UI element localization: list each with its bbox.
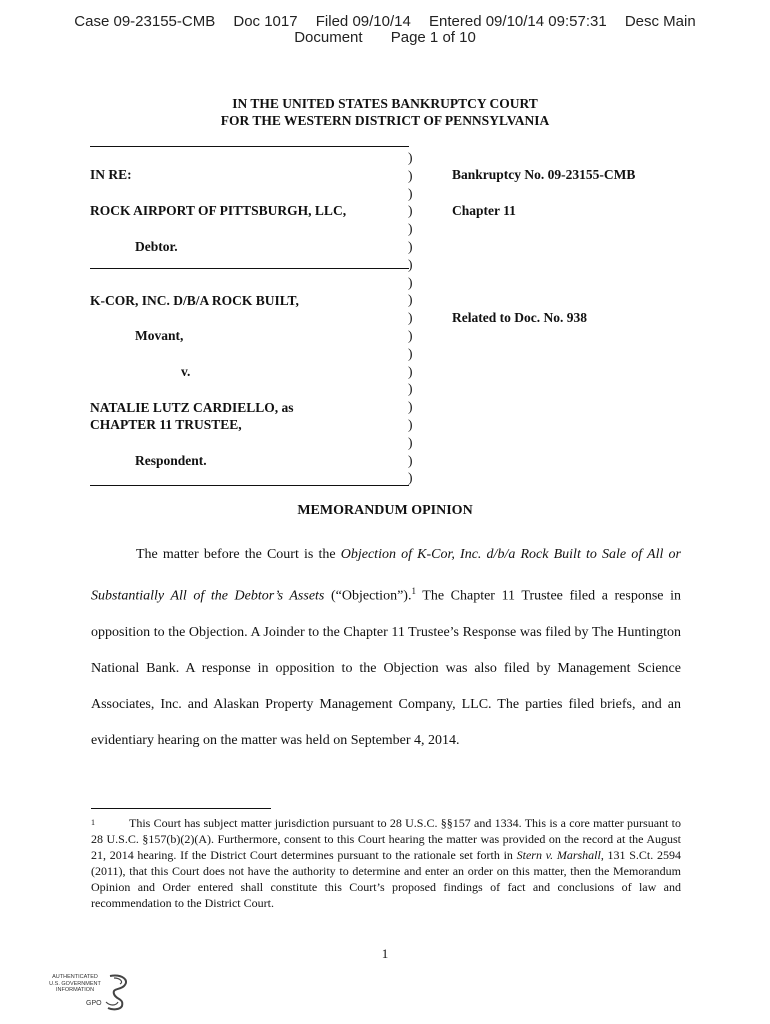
movant-name: K-COR, INC. D/B/A ROCK BUILT, bbox=[90, 293, 299, 308]
case-number: Case 09-23155-CMB bbox=[74, 13, 216, 30]
bankruptcy-number: Bankruptcy No. 09-23155-CMB bbox=[452, 167, 636, 182]
gpo-line-1: AUTHENTICATED bbox=[52, 974, 98, 980]
filed-date: Filed 09/10/14 bbox=[315, 13, 411, 30]
body-paragraph bbox=[91, 537, 681, 759]
in-re-label: IN RE: bbox=[90, 167, 132, 182]
movant-label: Movant, bbox=[135, 328, 184, 343]
caption-rule-top bbox=[90, 146, 409, 147]
document-label: Document bbox=[294, 29, 363, 46]
footnote-text-a: This Court has subject matter jurisdiction pursuant to 28 U.S.C. §§157 and 1334. This is a core matter pursuant to 28 U.S.C. §157(b)(2)(A). Furthermore, consent to this Court hearing the matter was provided on the record at the August 21, 2014 hearing. If the District Court determines pursuant to the rationale set forth in bbox=[91, 816, 681, 862]
desc-main: Desc Main bbox=[624, 13, 696, 30]
entered-date: Entered 09/10/14 09:57:31 bbox=[429, 13, 607, 30]
versus-label: v. bbox=[181, 364, 191, 379]
footnote-number: 1 bbox=[91, 818, 95, 827]
gpo-line-3: INFORMATION bbox=[55, 987, 95, 993]
footnote-case-citation: Stern v. Marshall bbox=[516, 848, 601, 862]
body-text-a: The matter before the Court is the bbox=[136, 547, 341, 562]
court-line-2: FOR THE WESTERN DISTRICT OF PENNSYLVANIA bbox=[220, 113, 550, 128]
respondent-name-line-2: CHAPTER 11 TRUSTEE, bbox=[90, 417, 242, 432]
caption-paren-column: ) ) ) ) ) ) ) ) ) ) ) ) ) ) ) ) ) ) ) bbox=[408, 150, 413, 486]
caption-rule-bottom bbox=[90, 485, 409, 486]
chapter-label: Chapter 11 bbox=[452, 203, 516, 218]
opinion-title: MEMORANDUM OPINION bbox=[297, 503, 473, 518]
gpo-seal-text bbox=[44, 974, 106, 994]
filing-header bbox=[0, 14, 770, 46]
page-number: 1 bbox=[381, 946, 389, 961]
footnote-rule bbox=[91, 808, 271, 809]
gpo-authentication-seal bbox=[44, 972, 144, 1012]
debtor-name: ROCK AIRPORT OF PITTSBURGH, LLC, bbox=[90, 203, 347, 218]
footnote-text-b: , 131 S.Ct. 2594 (2011), that this Court does not have the authority to determine and enter an order on this matter, then the Memorandum Opinion and Order entered shall constitute this Court’s proposed findings of fact and conclusions of law and recommendation to the District Court. bbox=[91, 848, 681, 910]
body-text-c: The Chapter 11 Trustee filed a response in opposition to the Objection. A Joinder to the Chapter 11 Trustee’s Response was filed by The Huntington National Bank. A response in opposition to the Objection was also filed by Management Science Associates, Inc. and Alaskan Property Management Company, LLC. The parties filed briefs, and an evidentiary hearing on the matter was held on September 4, 2014. bbox=[91, 588, 681, 748]
caption-rule-middle bbox=[90, 268, 409, 269]
page-indicator: Page 1 of 10 bbox=[390, 29, 476, 46]
respondent-label: Respondent. bbox=[135, 453, 207, 468]
court-line-1: IN THE UNITED STATES BANKRUPTCY COURT bbox=[232, 96, 538, 111]
case-caption bbox=[90, 146, 690, 491]
objection-title: Objection of K-Cor, Inc. d/b/a Rock Built to Sale of All or Substantially All of the Debtor’s Assets bbox=[91, 547, 681, 604]
related-doc: Related to Doc. No. 938 bbox=[452, 310, 587, 325]
gpo-mark: GPO bbox=[86, 1000, 102, 1007]
respondent-name-line-1: NATALIE LUTZ CARDIELLO, as bbox=[90, 400, 294, 415]
court-heading bbox=[0, 95, 770, 129]
debtor-label: Debtor. bbox=[135, 239, 178, 254]
footnote-reference[interactable]: 1 bbox=[411, 586, 416, 596]
footnote bbox=[91, 815, 681, 911]
gpo-line-2: U.S. GOVERNMENT bbox=[49, 980, 101, 987]
doc-number: Doc 1017 bbox=[233, 13, 298, 30]
opinion-body bbox=[91, 537, 681, 759]
eagle-icon bbox=[102, 972, 132, 1012]
body-text-b: (“Objection”). bbox=[324, 588, 412, 604]
